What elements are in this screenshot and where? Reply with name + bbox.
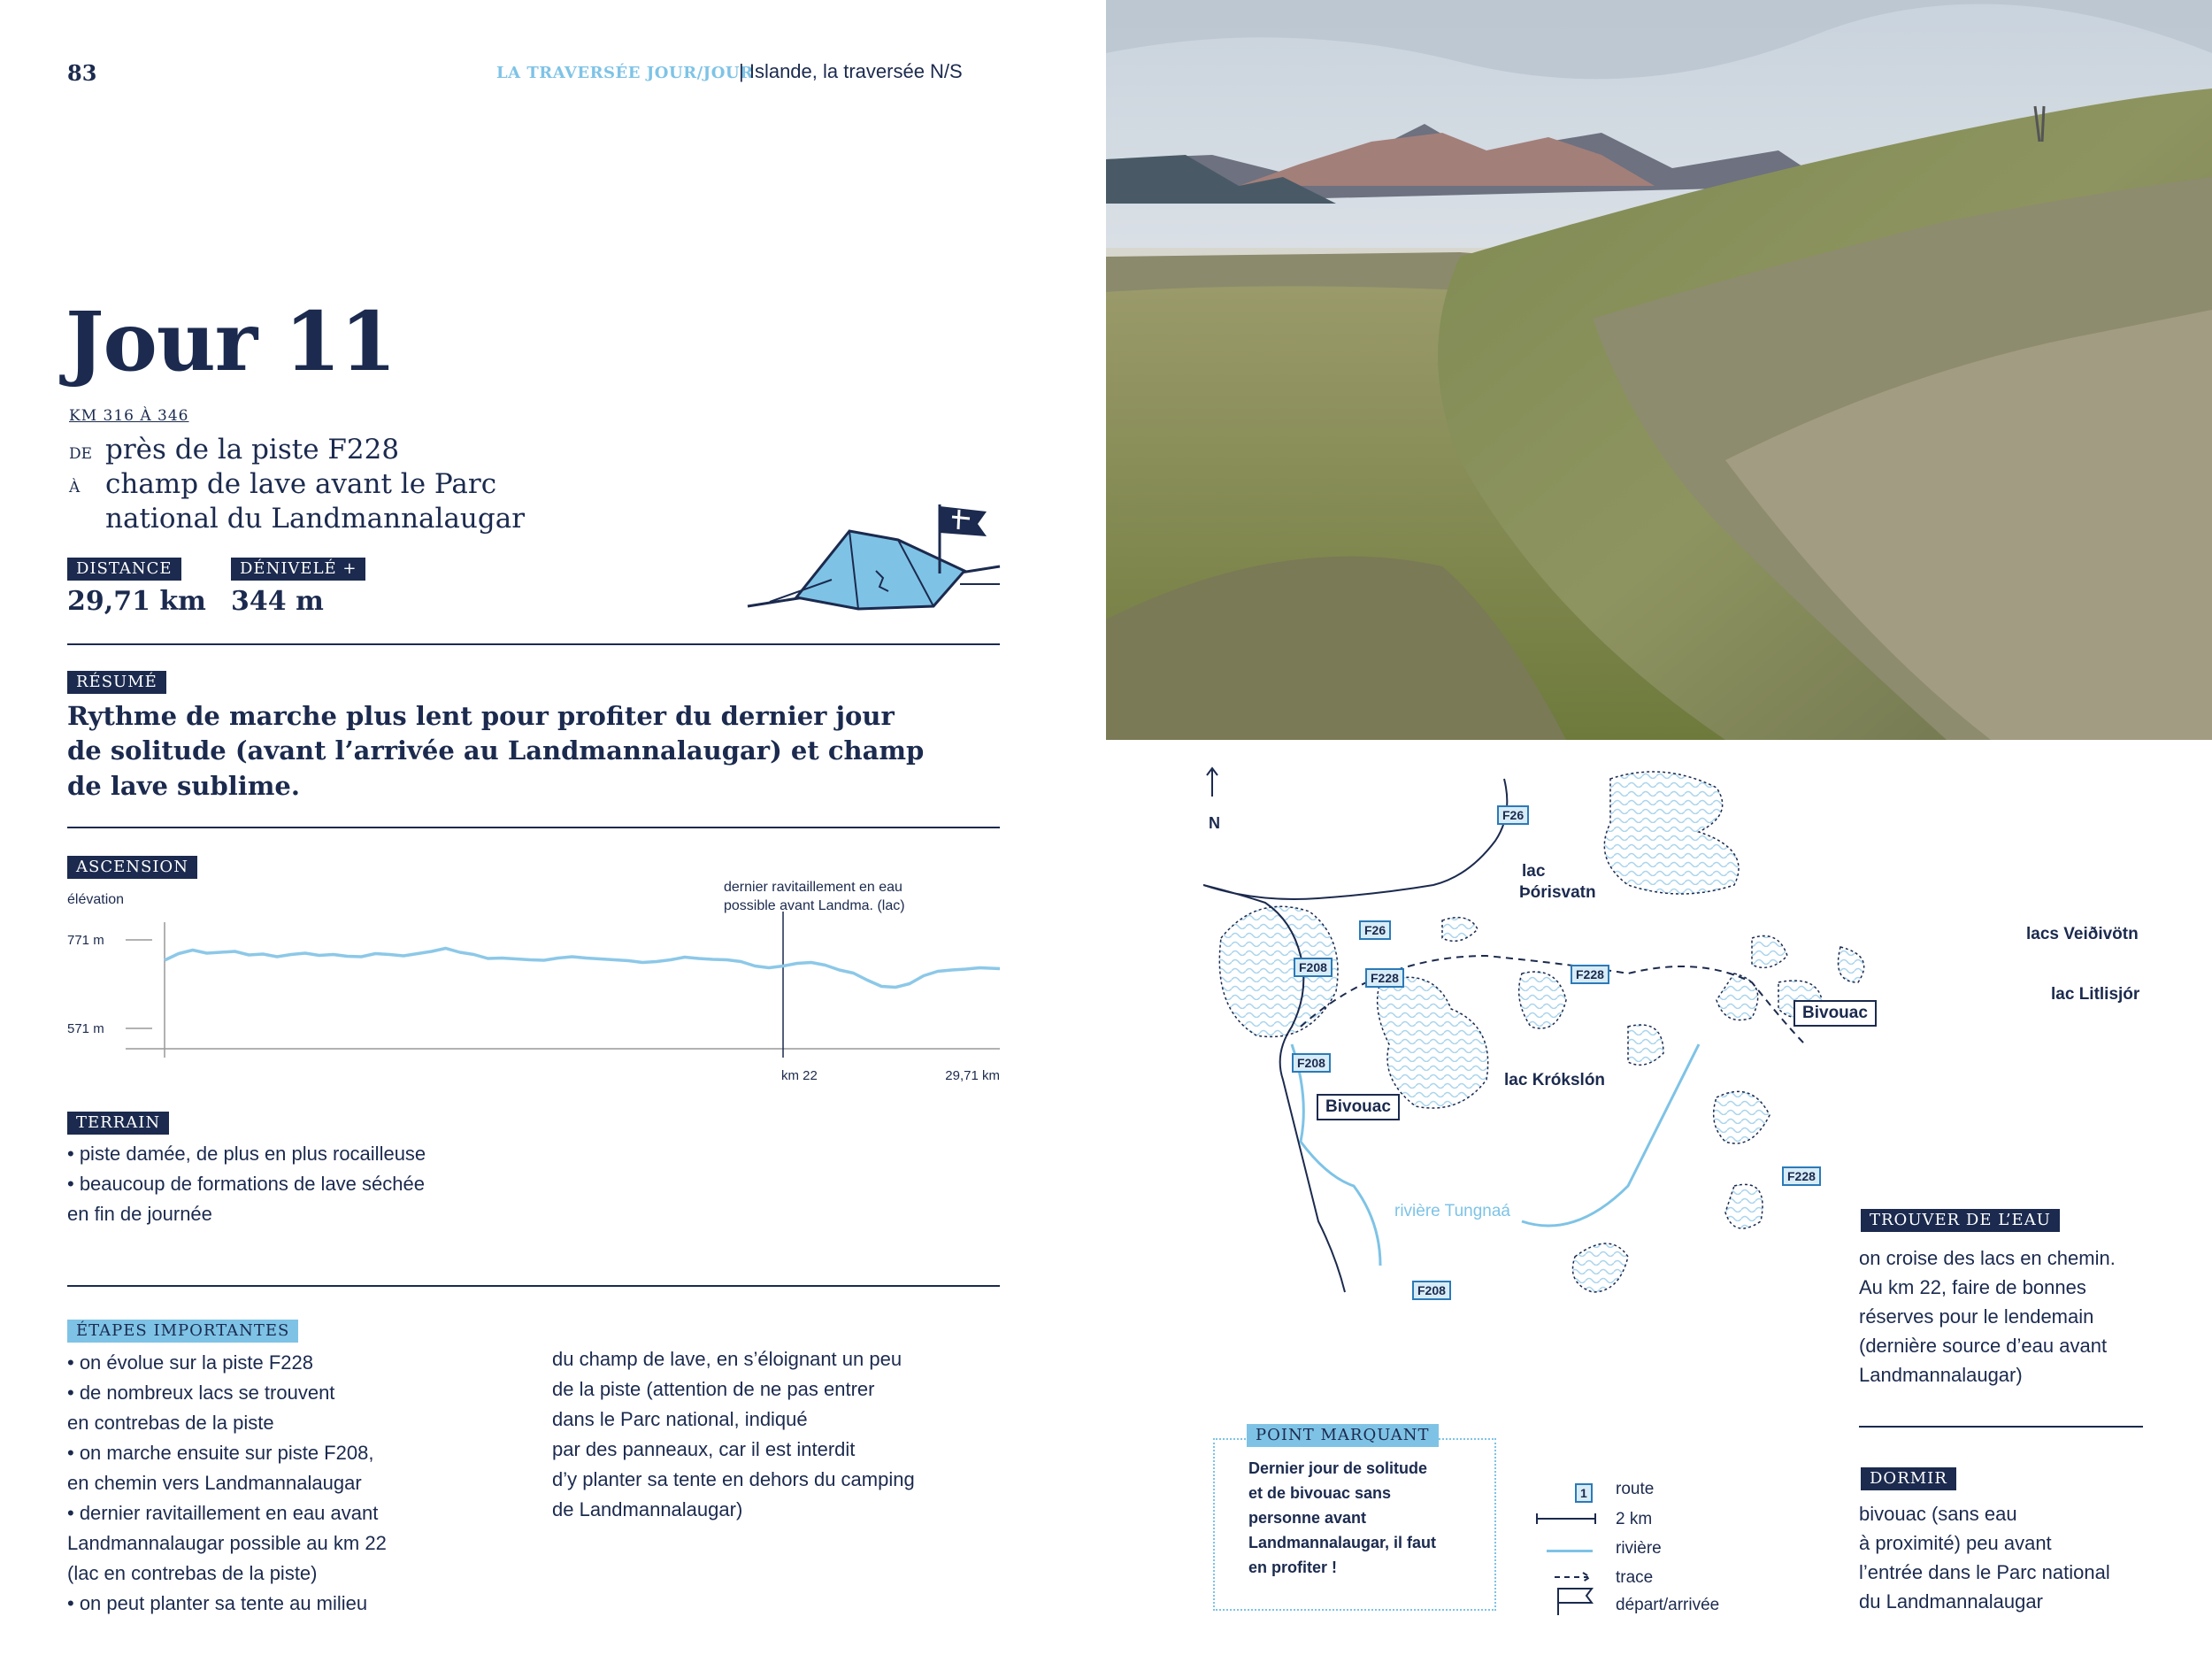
sleep-line: du Landmannalaugar bbox=[1859, 1590, 2043, 1613]
to-place-line1: champ de lave avant le Parc bbox=[105, 468, 497, 500]
divider bbox=[67, 1285, 1000, 1287]
water-text bbox=[1859, 1243, 2116, 1389]
section-title: LA TRAVERSÉE JOUR/JOUR bbox=[496, 64, 754, 82]
legend-depart: départ/arrivée bbox=[1616, 1596, 1720, 1614]
map-label-veidivotn: lacs Veiðivötn bbox=[2026, 925, 2139, 943]
point-line: en profiter ! bbox=[1248, 1559, 1338, 1576]
summary-tag: RÉSUMÉ bbox=[67, 671, 166, 694]
summary-line-1: Rythme de marche plus lent pour profiter du dernier jour bbox=[67, 701, 895, 731]
steps-line: dans le Parc national, indiqué bbox=[552, 1408, 808, 1430]
elevation-tag: DÉNIVELÉ + bbox=[231, 558, 365, 581]
tent-icon bbox=[743, 496, 1009, 620]
sleep-line: bivouac (sans eau bbox=[1859, 1503, 2017, 1525]
road-sign: F208 bbox=[1292, 1053, 1331, 1073]
water-tag: TROUVER DE L’EAU bbox=[1861, 1209, 2060, 1232]
flag-icon bbox=[1553, 1585, 1597, 1617]
steps-col-1 bbox=[67, 1348, 387, 1619]
annotation-line-1: dernier ravitaillement en eau bbox=[724, 880, 902, 895]
elevation-value: 344 m bbox=[231, 586, 324, 617]
legend-river: rivière bbox=[1616, 1539, 1662, 1558]
point-line: Dernier jour de solitude bbox=[1248, 1459, 1428, 1477]
terrain-line-2: • beaucoup de formations de lave séchée bbox=[67, 1173, 425, 1195]
to-prefix: À bbox=[69, 479, 81, 496]
map-label-krokslon: lac Krókslón bbox=[1504, 1071, 1606, 1089]
steps-col-2 bbox=[552, 1344, 915, 1525]
summary-line-3: de lave sublime. bbox=[67, 771, 300, 801]
legend-trace: trace bbox=[1616, 1568, 1654, 1587]
terrain-tag: TERRAIN bbox=[67, 1112, 169, 1135]
divider bbox=[1859, 1426, 2143, 1428]
steps-line: de Landmannalaugar) bbox=[552, 1498, 743, 1520]
map-label-thorisvatn-1: lac bbox=[1522, 862, 1546, 881]
water-line: on croise des lacs en chemin. bbox=[1859, 1247, 2116, 1269]
summary-line-2: de solitude (avant l’arrivée au Landmannalaugar) et champ bbox=[67, 735, 925, 766]
elevation-line bbox=[165, 949, 1000, 988]
x-tick-label: 29,71 km bbox=[945, 1068, 1000, 1083]
road-sign: F208 bbox=[1294, 958, 1333, 977]
to-place-line2: national du Landmannalaugar bbox=[105, 503, 526, 535]
distance-value: 29,71 km bbox=[67, 586, 206, 617]
map-label-litlisjor: lac Litlisjór bbox=[2051, 985, 2140, 1004]
point-line: et de bivouac sans bbox=[1248, 1484, 1392, 1502]
divider bbox=[67, 827, 1000, 828]
road-sign: F228 bbox=[1782, 1166, 1821, 1186]
north-label: N bbox=[1209, 814, 1220, 832]
y-tick-label: 771 m bbox=[67, 933, 104, 948]
steps-line: de la piste (attention de ne pas entrer bbox=[552, 1378, 875, 1400]
from-place: près de la piste F228 bbox=[105, 434, 400, 466]
road-sign: F26 bbox=[1497, 805, 1529, 825]
y-tick-label: 571 m bbox=[67, 1021, 104, 1036]
day-title: Jour 11 bbox=[65, 294, 396, 389]
water-line: (dernière source d’eau avant bbox=[1859, 1335, 2108, 1357]
water-line: réserves pour le lendemain bbox=[1859, 1305, 2094, 1328]
water-line: Au km 22, faire de bonnes bbox=[1859, 1276, 2086, 1298]
page-number: 83 bbox=[67, 60, 97, 86]
legend-route: route bbox=[1616, 1480, 1655, 1498]
divider bbox=[67, 643, 1000, 645]
point-text bbox=[1248, 1456, 1436, 1580]
steps-line: (lac en contrebas de la piste) bbox=[67, 1562, 318, 1584]
bivouac-flag: Bivouac bbox=[1793, 1000, 1877, 1027]
legend-scale: 2 km bbox=[1616, 1510, 1653, 1528]
book-title: | Islande, la traversée N/S bbox=[739, 60, 963, 82]
steps-line: d’y planter sa tente en dehors du camping bbox=[552, 1468, 915, 1490]
from-prefix: DE bbox=[69, 445, 93, 463]
steps-line: • on évolue sur la piste F228 bbox=[67, 1351, 313, 1374]
point-line: personne avant bbox=[1248, 1509, 1367, 1527]
road-sign: F228 bbox=[1571, 965, 1609, 984]
steps-line: • de nombreux lacs se trouvent bbox=[67, 1382, 335, 1404]
road-sign: F26 bbox=[1359, 920, 1391, 940]
sleep-line: à proximité) peu avant bbox=[1859, 1532, 2052, 1554]
legend-trace-icon bbox=[1553, 1571, 1597, 1583]
road-sign: F228 bbox=[1365, 968, 1404, 988]
distance-tag: DISTANCE bbox=[67, 558, 181, 581]
steps-line: Landmannalaugar possible au km 22 bbox=[67, 1532, 387, 1554]
sleep-line: l’entrée dans le Parc national bbox=[1859, 1561, 2110, 1583]
y-axis-label: élévation bbox=[67, 892, 125, 907]
steps-line: en contrebas de la piste bbox=[67, 1412, 274, 1434]
legend-route-sample: 1 bbox=[1575, 1483, 1593, 1503]
sleep-tag: DORMIR bbox=[1861, 1467, 1956, 1490]
sleep-text bbox=[1859, 1499, 2110, 1616]
x-tick-label: km 22 bbox=[781, 1068, 818, 1083]
steps-line: en chemin vers Landmannalaugar bbox=[67, 1472, 362, 1494]
legend-river-icon bbox=[1547, 1550, 1593, 1552]
map-label-riviere: rivière Tungnaá bbox=[1394, 1202, 1510, 1220]
annotation-line-2: possible avant Landma. (lac) bbox=[724, 898, 905, 913]
road-sign: F208 bbox=[1412, 1281, 1451, 1300]
elevation-profile-chart bbox=[67, 912, 1005, 1089]
point-line: Landmannalaugar, il faut bbox=[1248, 1534, 1437, 1551]
bivouac-flag: Bivouac bbox=[1317, 1094, 1400, 1120]
water-line: Landmannalaugar) bbox=[1859, 1364, 2023, 1386]
terrain-line-1: • piste damée, de plus en plus rocailleuse bbox=[67, 1143, 426, 1165]
steps-line: • dernier ravitaillement en eau avant bbox=[67, 1502, 379, 1524]
steps-line: • on marche ensuite sur piste F208, bbox=[67, 1442, 374, 1464]
legend-scale-icon bbox=[1535, 1512, 1597, 1526]
steps-line: par des panneaux, car il est interdit bbox=[552, 1438, 856, 1460]
ascension-tag: ASCENSION bbox=[67, 856, 197, 879]
steps-line: du champ de lave, en s’éloignant un peu bbox=[552, 1348, 902, 1370]
terrain-line-3: en fin de journée bbox=[67, 1203, 212, 1225]
steps-tag: ÉTAPES IMPORTANTES bbox=[67, 1320, 298, 1343]
km-range: KM 316 À 346 bbox=[69, 407, 189, 425]
map-label-thorisvatn-2: Þórisvatn bbox=[1519, 883, 1596, 902]
steps-line: • on peut planter sa tente au milieu bbox=[67, 1592, 368, 1614]
landscape-photo bbox=[1106, 0, 2212, 740]
point-tag: POINT MARQUANT bbox=[1247, 1424, 1439, 1447]
